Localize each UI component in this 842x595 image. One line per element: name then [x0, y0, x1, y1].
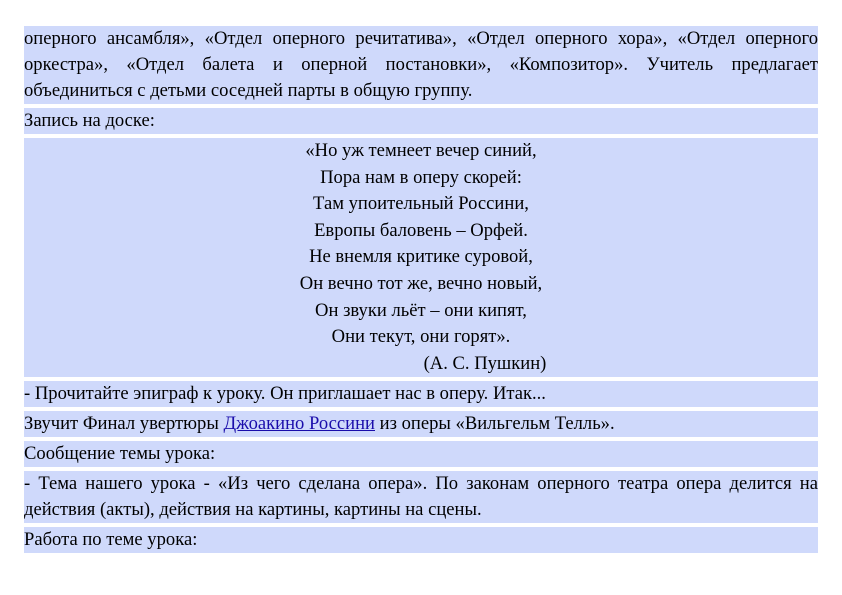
- board-label: Запись на доске:: [24, 104, 818, 134]
- intro-paragraph: оперного ансамбля», «Отдел оперного речитатива», «Отдел оперного хора», «Отдел оперного оркестра», «Отдел балета и оперной постановки», «Композитор». Учитель предлагает объединиться с детьми соседней парты в общую группу.: [24, 26, 818, 104]
- music-paragraph: [24, 407, 818, 437]
- poem-line: Он звуки льёт – они кипят,: [315, 299, 527, 321]
- music-prefix: Звучит Финал увертюры: [24, 413, 224, 435]
- poem-line: Европы баловень – Орфей.: [314, 219, 528, 241]
- epigraph-prompt: - Прочитайте эпиграф к уроку. Он приглашает нас в оперу. Итак...: [24, 377, 818, 407]
- rossini-link[interactable]: Джоакино Россини: [223, 413, 375, 435]
- poem-line: Он вечно тот же, вечно новый,: [299, 272, 543, 294]
- poem-line: Пора нам в оперу скорей:: [320, 166, 522, 188]
- poem-line: Они текут, они горят».: [331, 326, 511, 348]
- poem-line: «Но уж темнеет вечер синий,: [305, 140, 537, 161]
- music-suffix: из оперы «Вильгельм Телль».: [375, 413, 615, 435]
- work-label: Работа по теме урока:: [24, 523, 818, 553]
- document-page: [24, 26, 818, 553]
- poem-author: (А. С. Пушкин): [423, 352, 547, 374]
- epigraph-poem: [24, 134, 818, 377]
- poem-line: Там упоительный Россини,: [313, 193, 529, 215]
- topic-paragraph: - Тема нашего урока - «Из чего сделана опера». По законам оперного театра опера делится на действия (акты), действия на картины, картины на сцены.: [24, 467, 818, 523]
- topic-label: Сообщение темы урока:: [24, 437, 818, 467]
- poem-line: Не внемля критике суровой,: [309, 246, 533, 268]
